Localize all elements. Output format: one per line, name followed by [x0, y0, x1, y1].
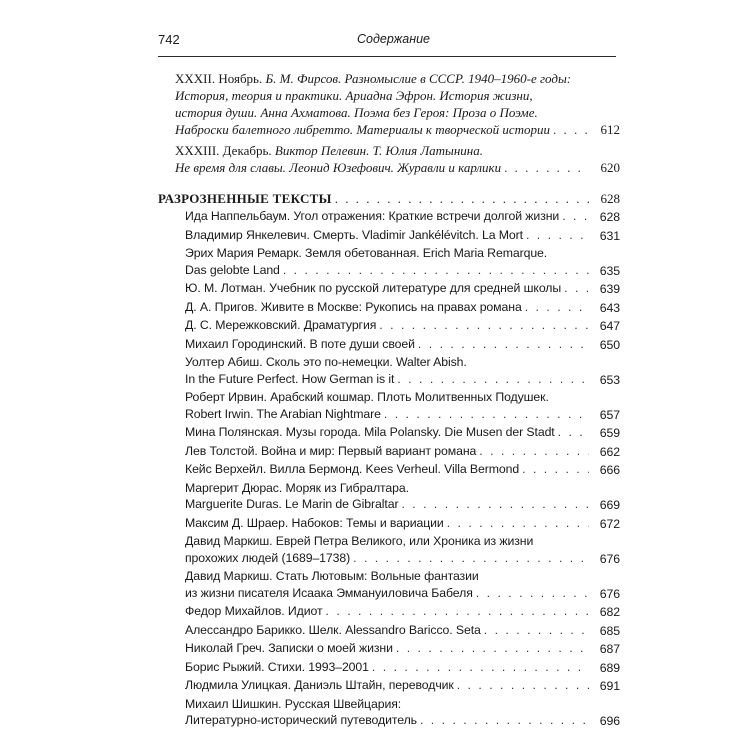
- toc-item: [158, 279, 620, 298]
- entry-last-line: Д. А. Пригов. Живите в Москве: Рукопись на правах романа: [185, 299, 522, 314]
- dot-leader: [484, 622, 589, 639]
- dot-leader: [504, 159, 589, 176]
- dot-leader: [447, 515, 589, 532]
- dot-leader: [420, 712, 589, 729]
- dot-leader: [372, 659, 589, 676]
- entry-last-line: Литературно-исторический путеводитель: [185, 713, 417, 727]
- table-of-contents: [158, 70, 620, 730]
- entry-line: Уолтер Абиш. Сколь это по-немецки. Walter Abish.: [185, 355, 467, 369]
- entry-line: Роберт Ирвин. Арабский кошмар. Плоть Молитвенных Подушек.: [185, 390, 549, 404]
- entry-line: Маргерит Дюрас. Моряк из Гибралтара.: [185, 480, 409, 495]
- entry-line: Эрих Мария Ремарк. Земля обетованная. Erich Maria Remarque.: [185, 246, 548, 260]
- entry-last-line: прохожих людей (1689–1738): [185, 550, 351, 565]
- entry-page-number: 657: [599, 407, 620, 422]
- entry-last-line: Кейс Верхейл. Вилла Бермонд. Kees Verheul. Villa Bermond: [185, 462, 520, 476]
- toc-item: [158, 460, 620, 479]
- entry-page-number: 647: [599, 319, 620, 333]
- entry-last-line: Das gelobte Land: [185, 262, 280, 277]
- entry-last-line: из жизни писателя Исаака Эммануиловича Бабеля: [185, 585, 473, 600]
- page-number: 742: [158, 32, 180, 47]
- entry-page-number: 691: [599, 679, 620, 693]
- entry-last-line: Ида Наппельбаум. Угол отражения: Краткие встречи долгой жизни: [185, 209, 560, 223]
- toc-item: [158, 207, 620, 226]
- toc-item: [158, 423, 620, 442]
- entry-last-line: Robert Irwin. The Arabian Nightmare: [185, 406, 381, 421]
- toc-item: [158, 335, 620, 354]
- entry-page-number: 628: [599, 210, 620, 224]
- toc-item: [158, 388, 620, 423]
- entry-last-line: Людмила Улицкая. Даниэль Штайн, переводчик: [185, 678, 454, 692]
- entry-line: Давид Маркиш. Стать Лютовым: Вольные фантазии: [185, 569, 479, 583]
- toc-item: [158, 244, 620, 279]
- toc-item: [158, 442, 620, 461]
- entry-page-number: 643: [599, 300, 620, 315]
- entry-page-number: 666: [599, 463, 620, 477]
- entry-page-number: 687: [599, 642, 620, 656]
- entry-last-line: Борис Рыжий. Стихи. 1993–2001: [185, 659, 369, 674]
- entry-page-number: 612: [600, 122, 620, 137]
- entry-last-line: Федор Михайлов. Идиот: [185, 604, 323, 618]
- toc-item: [158, 532, 620, 567]
- entry-last-line: Ю. М. Лотман. Учебник по русской литературе для средней школы: [185, 281, 562, 295]
- dot-leader: [379, 317, 589, 334]
- entry-line: Михаил Шишкин. Русская Швейцария:: [185, 696, 402, 711]
- entry-last-line: Д. С. Мережковский. Драматургия: [185, 318, 377, 332]
- entry-page-number: 620: [600, 160, 620, 175]
- entry-page-number: 631: [599, 228, 620, 243]
- entry-last-line: Михаил Городинский. В поте души своей: [185, 336, 415, 351]
- toc-item: [158, 695, 620, 730]
- toc-entry-december: [158, 142, 620, 176]
- dot-leader: [526, 227, 589, 244]
- toc-entry-november: [158, 70, 620, 138]
- entry-line: Виктор Пелевин. Т. Юлия Латынина.: [274, 143, 484, 158]
- entry-line: Б. М. Фирсов. Разномыслие в СССР. 1940–1960-е годы:: [265, 71, 572, 86]
- entry-last-line: Не время для славы. Леонид Юзефович. Журавли и карлики: [175, 160, 502, 175]
- entry-page-number: 662: [599, 444, 620, 459]
- toc-item: [158, 226, 620, 245]
- dot-leader: [396, 640, 589, 657]
- entry-page-number: 696: [599, 714, 620, 728]
- entry-page-number: 685: [599, 623, 620, 638]
- entry-page-number: 672: [599, 516, 620, 531]
- entry-last-line: Мина Полянская. Музы города. Mila Polansky. Die Musen der Stadt: [185, 425, 555, 439]
- toc-item: [158, 316, 620, 335]
- dot-leader: [562, 208, 589, 225]
- section-heading: [158, 190, 620, 207]
- dot-leader: [401, 496, 589, 513]
- entry-last-line: Максим Д. Шраер. Набоков: Темы и вариации: [185, 515, 444, 530]
- toc-item: [158, 639, 620, 658]
- entry-label: XXXIII. Декабрь.: [175, 143, 272, 158]
- entry-last-line: Владимир Янкелевич. Смерть. Vladimir Jankélévitch. La Mort: [185, 227, 523, 242]
- toc-item: [158, 676, 620, 695]
- dot-leader: [384, 406, 589, 423]
- dot-leader: [522, 461, 589, 478]
- entry-last-line: Николай Греч. Записки о моей жизни: [185, 641, 393, 655]
- dot-leader: [397, 371, 589, 388]
- dot-leader: [525, 299, 589, 316]
- dot-leader: [479, 443, 589, 460]
- toc-item: [158, 298, 620, 317]
- entry-line: история души. Анна Ахматова. Поэма без Героя: Проза о Поэме.: [175, 105, 538, 120]
- section-items: [158, 207, 620, 730]
- dot-leader: [283, 262, 589, 279]
- dot-leader: [553, 121, 589, 138]
- entry-line: Давид Маркиш. Еврей Петра Великого, или Хроника из жизни: [185, 534, 534, 548]
- toc-item: [158, 479, 620, 514]
- entry-page-number: 682: [599, 605, 620, 619]
- dot-leader: [457, 677, 589, 694]
- entry-line: История, теория и практики. Ариадна Эфрон. История жизни,: [175, 88, 533, 103]
- dot-leader: [476, 585, 589, 602]
- section-title: РАЗРОЗНЕННЫЕ ТЕКСТЫ: [158, 191, 332, 206]
- entry-page-number: 676: [599, 586, 620, 601]
- dot-leader: [558, 424, 589, 441]
- toc-item: [158, 567, 620, 602]
- entry-page-number: 676: [599, 551, 620, 566]
- entry-last-line: Алессандро Барикко. Шелк. Alessandro Baricco. Seta: [185, 622, 481, 637]
- dot-leader: [326, 603, 589, 620]
- toc-item: [158, 514, 620, 533]
- entry-page-number: 639: [599, 282, 620, 296]
- page-header: [158, 26, 616, 57]
- dot-leader: [335, 190, 589, 207]
- toc-item: [158, 353, 620, 388]
- entry-last-line: Лев Толстой. Война и мир: Первый вариант романа: [185, 443, 477, 458]
- entry-page-number: 669: [599, 498, 620, 512]
- entry-page-number: 653: [599, 372, 620, 387]
- entry-page-number: 650: [599, 337, 620, 352]
- entry-last-line: In the Future Perfect. How German is it: [185, 371, 395, 386]
- toc-item: [158, 658, 620, 677]
- entry-page-number: 659: [599, 426, 620, 440]
- dot-leader: [418, 336, 589, 353]
- toc-item: [158, 602, 620, 621]
- dot-leader: [564, 280, 589, 297]
- section-page-number: 628: [600, 191, 620, 206]
- entry-label: XXXII. Ноябрь.: [175, 71, 263, 86]
- entry-last-line: Marguerite Duras. Le Marin de Gibraltar: [185, 497, 399, 511]
- entry-last-line: Наброски балетного либретто. Материалы к творческой истории: [175, 122, 551, 137]
- entry-page-number: 689: [599, 660, 620, 675]
- dot-leader: [353, 550, 589, 567]
- toc-item: [158, 621, 620, 640]
- entry-page-number: 635: [599, 263, 620, 278]
- running-title: Содержание: [357, 32, 430, 46]
